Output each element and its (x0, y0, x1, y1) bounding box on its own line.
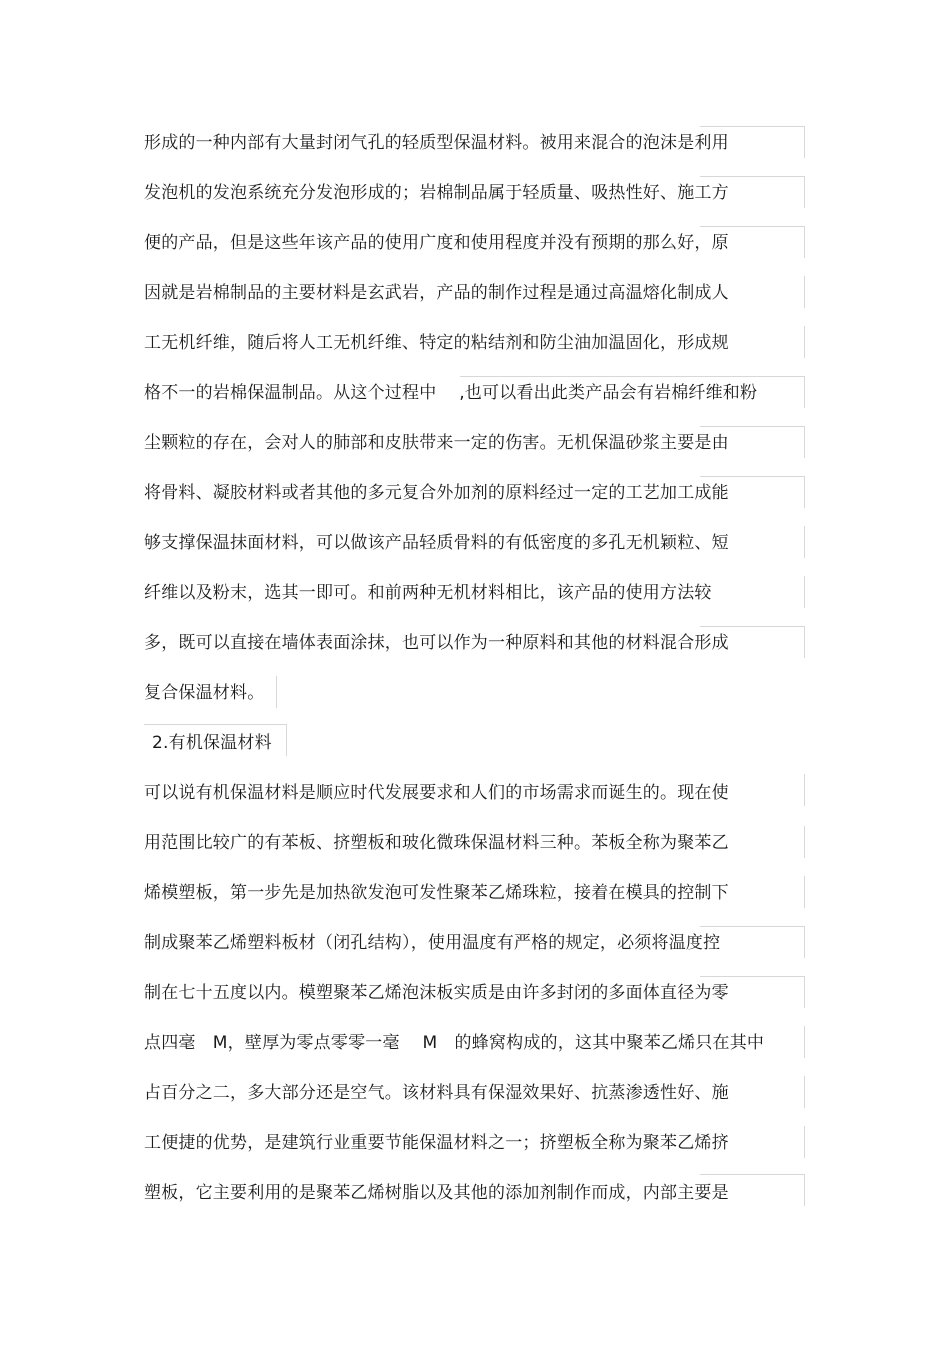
rule-line (804, 1026, 805, 1058)
rule-line (804, 376, 805, 408)
rule-line (804, 426, 805, 458)
text-line: 烯模塑板，第一步先是加热欲发泡可发性聚苯乙烯珠粒，接着在模具的控制下 (144, 883, 729, 903)
text-line: 尘颗粒的存在，会对人的肺部和皮肤带来一定的伤害。无机保温砂浆主要是由 (144, 433, 729, 453)
rule-line (700, 1174, 804, 1175)
rule-line (804, 276, 805, 308)
rule-line (804, 526, 805, 558)
rule-line (700, 126, 804, 127)
rule-line (804, 576, 805, 608)
rule-line (804, 226, 805, 258)
rule-line (286, 724, 287, 756)
text-line: 塑板，它主要利用的是聚苯乙烯树脂以及其他的添加剂制作而成，内部主要是 (144, 1183, 729, 1203)
text-line: 因就是岩棉制品的主要材料是玄武岩，产品的制作过程是通过高温熔化制成人 (144, 283, 729, 303)
text-line: 可以说有机保温材料是顺应时代发展要求和人们的市场需求而诞生的。现在使 (144, 783, 729, 803)
rule-line (804, 1076, 805, 1108)
rule-line (700, 926, 804, 927)
section-heading: 2.有机保温材料 (152, 733, 272, 753)
rule-line (804, 126, 805, 158)
rule-line (804, 774, 805, 806)
text-line: 纤维以及粉末，选其一即可。和前两种无机材料相比，该产品的使用方法较 (144, 583, 712, 603)
rule-line (700, 976, 804, 977)
rule-line (804, 876, 805, 908)
text-line: 占百分之二，多大部分还是空气。该材料具有保湿效果好、抗蒸渗透性好、施 (144, 1083, 729, 1103)
rule-line (144, 724, 286, 725)
text-line: 工无机纤维，随后将人工无机纤维、特定的粘结剂和防尘油加温固化，形成规 (144, 333, 729, 353)
text-line: 工便捷的优势，是建筑行业重要节能保温材料之一；挤塑板全称为聚苯乙烯挤 (144, 1133, 729, 1153)
rule-line (804, 926, 805, 958)
text-line: 用范围比较广的有苯板、挤塑板和玻化微珠保温材料三种。苯板全称为聚苯乙 (144, 833, 729, 853)
rule-line (700, 626, 804, 627)
rule-line (460, 376, 804, 377)
rule-line (804, 826, 805, 858)
rule-line (804, 326, 805, 358)
text-line: 发泡机的发泡系统充分发泡形成的；岩棉制品属于轻质量、吸热性好、施工方 (144, 183, 729, 203)
text-line: 形成的一种内部有大量封闭气孔的轻质型保温材料。被用来混合的泡沫是利用 (144, 133, 729, 153)
text-line: 够支撑保温抹面材料，可以做该产品轻质骨料的有低密度的多孔无机颖粒、短 (144, 533, 729, 553)
rule-line (804, 1174, 805, 1206)
text-line: 点四毫 M，壁厚为零点零零一毫 M 的蜂窝构成的，这其中聚苯乙烯只在其中 (144, 1033, 765, 1053)
text-line: 将骨料、凝胶材料或者其他的多元复合外加剂的原料经过一定的工艺加工成能 (144, 483, 729, 503)
text-line: 多，既可以直接在墙体表面涂抹，也可以作为一种原料和其他的材料混合形成 (144, 633, 729, 653)
text-line: 复合保温材料。 (144, 683, 265, 703)
rule-line (804, 476, 805, 508)
text-line: 便的产品，但是这些年该产品的使用广度和使用程度并没有预期的那么好，原 (144, 233, 729, 253)
rule-line (804, 626, 805, 658)
rule-line (804, 176, 805, 208)
rule-line (700, 426, 804, 427)
rule-line (804, 976, 805, 1008)
text-line: 格不一的岩棉保温制品。从这个过程中 ,也可以看出此类产品会有岩棉纤维和粉 (144, 383, 758, 403)
text-line: 制在七十五度以内。模塑聚苯乙烯泡沫板实质是由许多封闭的多面体直径为零 (144, 983, 729, 1003)
rule-line (804, 1126, 805, 1158)
rule-line (276, 676, 277, 708)
text-line: 制成聚苯乙烯塑料板材（闭孔结构），使用温度有严格的规定，必须将温度控 (144, 933, 721, 953)
rule-line (700, 226, 804, 227)
rule-line (700, 176, 804, 177)
rule-line (700, 476, 804, 477)
